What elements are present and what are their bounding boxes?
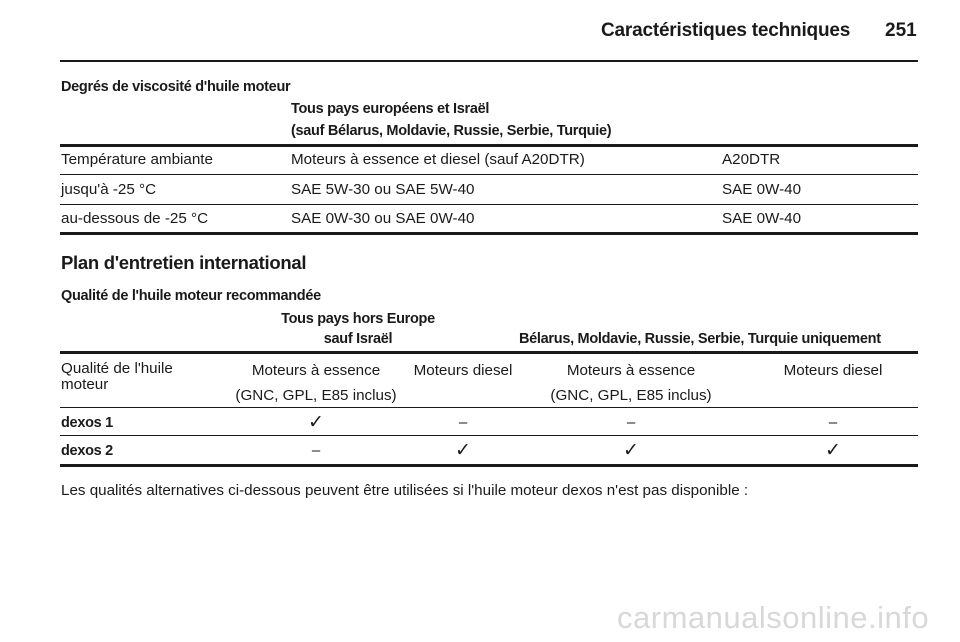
viscosity-row2-a20dtr: SAE 0W-40 <box>722 210 802 227</box>
viscosity-row1-a20dtr: SAE 0W-40 <box>722 181 802 198</box>
viscosity-group-line1: Tous pays européens et Israël <box>291 101 490 117</box>
col-diesel-outside: Moteurs diesel <box>413 362 513 379</box>
oil-quality-heading: Qualité de l'huile moteur recommandée <box>61 288 321 304</box>
col-petrol-outside-line1: Moteurs à essence <box>251 362 381 379</box>
dexos2-petrol-outside: – <box>311 442 321 459</box>
maintenance-title: Plan d'entretien international <box>61 252 307 273</box>
col-petrol-outside-line2: (GNC, GPL, E85 inclus) <box>235 387 397 404</box>
col-petrol-eastern-line2: (GNC, GPL, E85 inclus) <box>550 387 712 404</box>
viscosity-header-rule <box>60 174 918 175</box>
viscosity-table-top-rule <box>60 144 918 147</box>
page-title: Caractéristiques techniques <box>601 20 851 41</box>
row-label-dexos1: dexos 1 <box>61 415 113 431</box>
group-outside-europe-line1: Tous pays hors Europe <box>281 311 435 327</box>
dexos1-petrol-eastern: – <box>626 414 636 431</box>
viscosity-table-bottom-rule <box>60 232 918 235</box>
row-label-dexos2: dexos 2 <box>61 443 113 459</box>
viscosity-group-line2: (sauf Bélarus, Moldavie, Russie, Serbie, Turquie) <box>291 123 612 139</box>
col-quality-line2: moteur <box>61 376 109 393</box>
viscosity-row-divider <box>60 204 918 205</box>
oil-table-bottom-rule <box>60 464 918 467</box>
col-quality-line1: Qualité de l'huile <box>61 360 173 377</box>
viscosity-col-a20dtr: A20DTR <box>722 151 781 168</box>
viscosity-col-petrol-diesel: Moteurs à essence et diesel (sauf A20DTR) <box>291 151 585 168</box>
viscosity-col-temperature: Température ambiante <box>61 151 213 168</box>
group-outside-europe-line2: sauf Israël <box>323 331 393 347</box>
viscosity-row2-grade: SAE 0W-30 ou SAE 0W-40 <box>291 210 475 227</box>
header-divider <box>60 60 918 62</box>
dexos2-diesel-outside: ✓ <box>455 440 471 461</box>
page-number: 251 <box>885 20 917 41</box>
dexos1-petrol-outside: ✓ <box>308 412 324 433</box>
viscosity-row1-grade: SAE 5W-30 ou SAE 5W-40 <box>291 181 475 198</box>
viscosity-row2-temp: au-dessous de -25 °C <box>61 210 209 227</box>
dexos1-diesel-eastern: – <box>828 414 838 431</box>
oil-row-divider <box>60 435 918 436</box>
dexos1-diesel-outside: – <box>458 414 468 431</box>
watermark: carmanualsonline.info <box>617 600 930 635</box>
alternative-qualities-note: Les qualités alternatives ci-dessous peuvent être utilisées si l'huile moteur dexos n'est pas disponible : <box>61 482 749 499</box>
group-eastern-countries: Bélarus, Moldavie, Russie, Serbie, Turquie uniquement <box>519 331 881 347</box>
viscosity-heading: Degrés de viscosité d'huile moteur <box>61 79 291 95</box>
dexos2-diesel-eastern: ✓ <box>825 440 841 461</box>
viscosity-row1-temp: jusqu'à -25 °C <box>61 181 157 198</box>
dexos2-petrol-eastern: ✓ <box>623 440 639 461</box>
col-petrol-eastern-line1: Moteurs à essence <box>566 362 696 379</box>
col-diesel-eastern: Moteurs diesel <box>783 362 883 379</box>
oil-header-rule <box>60 407 918 408</box>
oil-table-top-rule <box>60 351 918 354</box>
